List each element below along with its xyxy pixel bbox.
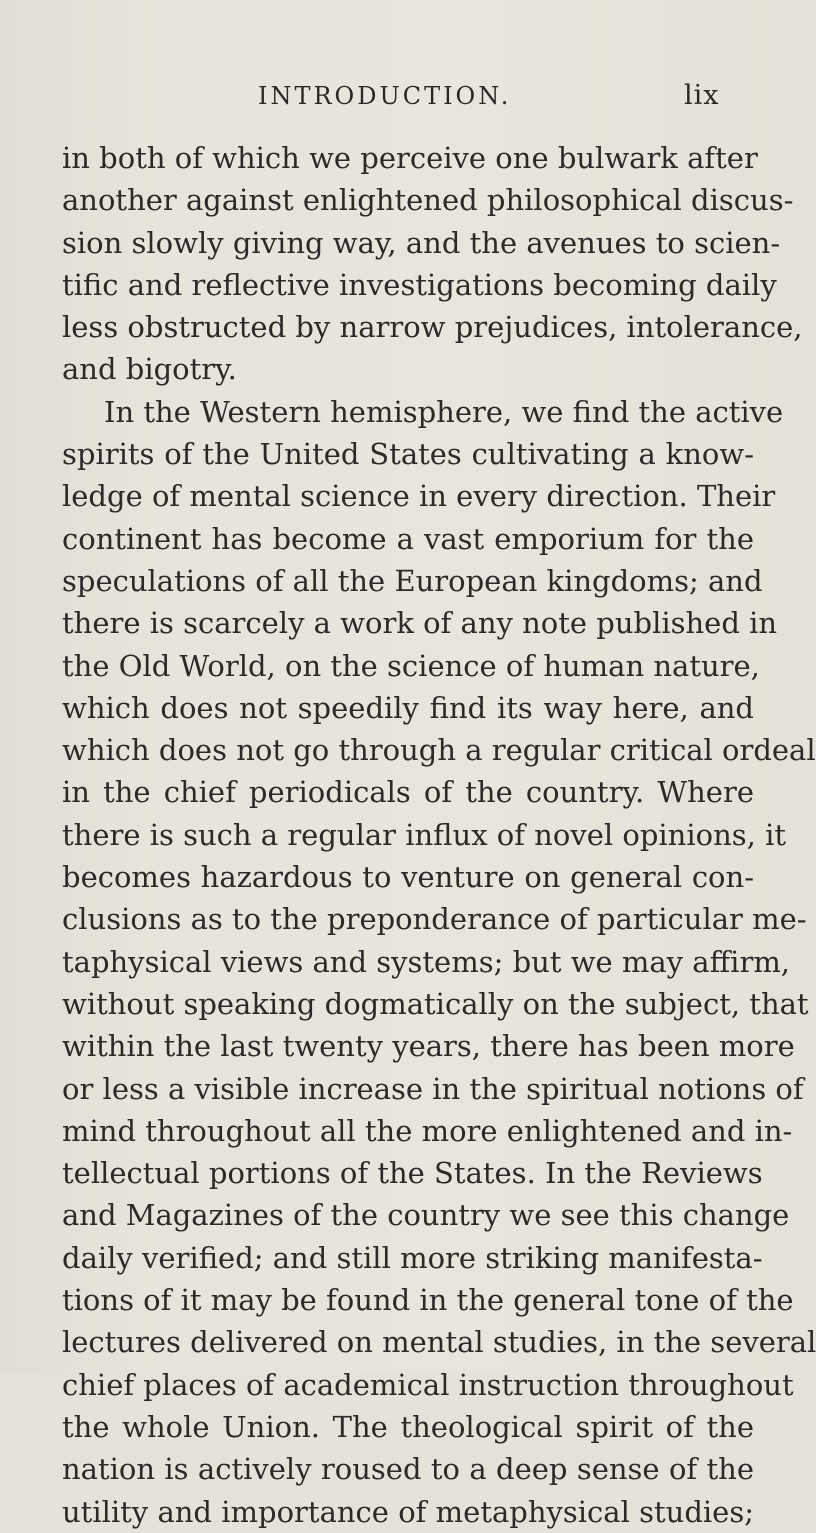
text-line: in both of which we perceive one bulwark after xyxy=(62,141,758,175)
text-line: and Magazines of the country we see this change xyxy=(62,1198,790,1233)
paragraph-start-line: In the Western hemisphere, we find the active xyxy=(104,394,784,429)
text-line: which does not go through a regular critical ordeal xyxy=(62,733,816,768)
text-line: daily verified; and still more striking manifesta- xyxy=(62,1240,763,1275)
text-line: spirits of the United States cultivating a know- xyxy=(62,437,754,472)
text-line: there is scarcely a work of any note published in xyxy=(62,606,778,641)
text-line: another against enlightened philosophical discus- xyxy=(62,183,794,218)
running-title: INTRODUCTION. xyxy=(258,82,512,110)
text-line: ledge of mental science in every direction. Their xyxy=(62,479,776,514)
text-line: clusions as to the preponderance of particular me- xyxy=(62,902,807,937)
text-line: tions of it may be found in the general tone of the xyxy=(62,1283,794,1318)
text-line: or less a visible increase in the spiritual notions of xyxy=(62,1071,804,1106)
page-number: lix xyxy=(684,80,720,111)
text-line: without speaking dogmatically on the subject, that xyxy=(62,986,809,1021)
text-line: chief places of academical instruction throughout xyxy=(62,1367,794,1402)
text-line: continent has become a vast emporium for the xyxy=(62,521,754,556)
text-line: mind throughout all the more enlightened and in- xyxy=(62,1113,793,1148)
text-line: the Old World, on the science of human nature, xyxy=(62,648,760,683)
text-line: sion slowly giving way, and the avenues to scien- xyxy=(62,225,781,260)
text-line: nation is actively roused to a deep sense of the xyxy=(62,1452,754,1487)
text-line: lectures delivered on mental studies, in the several xyxy=(62,1325,816,1360)
text-line: less obstructed by narrow prejudices, intolerance, xyxy=(62,310,803,345)
text-line: which does not speedily find its way here, and xyxy=(62,690,754,725)
running-head xyxy=(0,76,800,116)
body-text xyxy=(62,137,816,1533)
text-line: speculations of all the European kingdoms; and xyxy=(62,563,763,598)
text-line: and bigotry. xyxy=(62,352,237,387)
text-line: taphysical views and systems; but we may affirm, xyxy=(62,944,791,979)
text-line: in the chief periodicals of the country. Where xyxy=(62,775,754,810)
text-line: becomes hazardous to venture on general con- xyxy=(62,860,754,895)
text-line: there is such a regular influx of novel opinions, it xyxy=(62,817,786,852)
text-line: tellectual portions of the States. In the Reviews xyxy=(62,1156,763,1191)
text-line: the whole Union. The theological spirit of the xyxy=(62,1409,754,1444)
text-line: within the last twenty years, there has been more xyxy=(62,1029,795,1064)
text-line: tific and reflective investigations becoming daily xyxy=(62,267,777,302)
text-line: utility and importance of metaphysical studies; xyxy=(62,1494,754,1529)
